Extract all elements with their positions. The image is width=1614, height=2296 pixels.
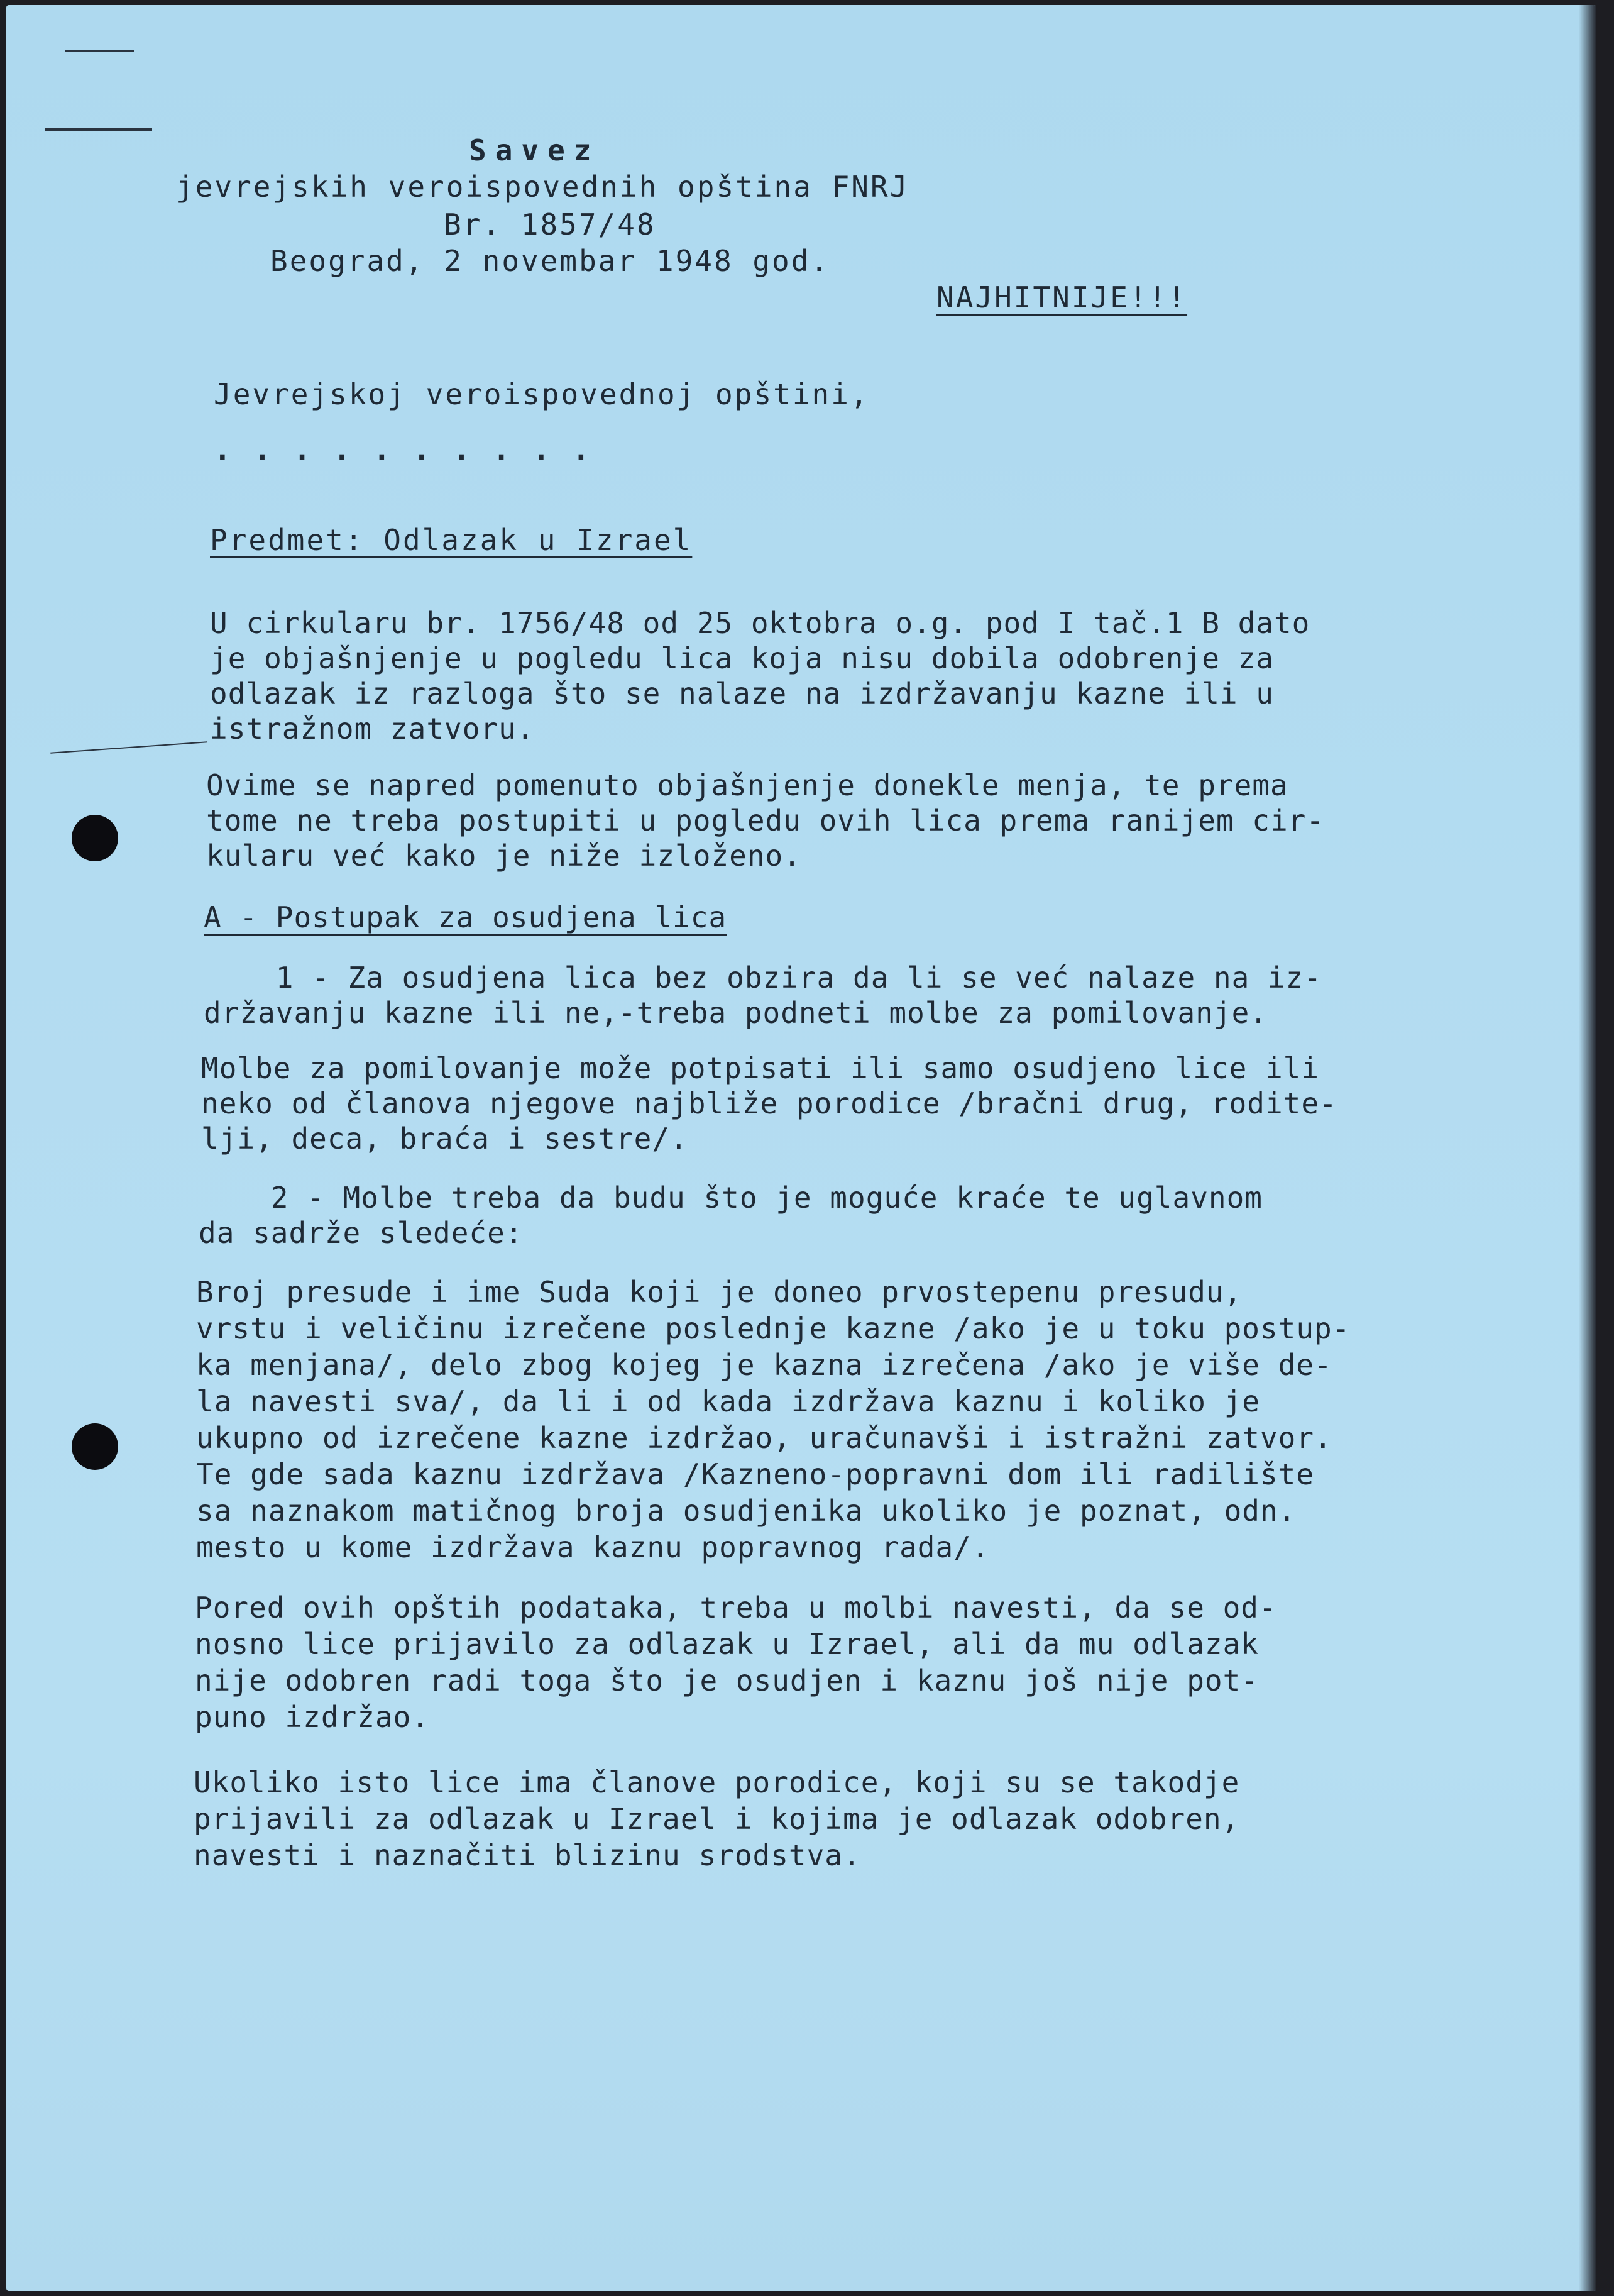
punch-hole-bottom bbox=[72, 1423, 118, 1470]
page-edge-shadow bbox=[1579, 5, 1596, 2291]
text-line: neko od članova njegove najbliže porodice /bračni drug, rodite- bbox=[201, 1086, 1337, 1120]
punch-hole-top bbox=[72, 815, 118, 861]
text-line: puno izdržao. bbox=[195, 1700, 430, 1734]
org-title-word: Savez bbox=[469, 133, 600, 167]
text-line: Ovime se napred pomenuto objašnjenje donekle menja, te prema bbox=[206, 768, 1288, 802]
text-line: nije odobren radi toga što je osudjen i kaznu još nije pot- bbox=[195, 1664, 1259, 1697]
text-line: sa naznakom matičnog broja osudjenika ukoliko je poznat, odn. bbox=[196, 1494, 1297, 1528]
text-line: mesto u kome izdržava kaznu popravnog rada/. bbox=[196, 1530, 990, 1564]
text-line: da sadrže sledeće: bbox=[199, 1216, 524, 1250]
document-page bbox=[6, 5, 1596, 2291]
text-line: Te gde sada kaznu izdržava /Kazneno-popravni dom ili radilište bbox=[196, 1457, 1315, 1491]
text-line: državanju kazne ili ne,-treba podneti molbe za pomilovanje. bbox=[204, 996, 1268, 1030]
text-line: nosno lice prijavilo za odlazak u Izrael, ali da mu odlazak bbox=[195, 1627, 1259, 1661]
ink-mark bbox=[65, 50, 134, 52]
text-line: lji, deca, braća i sestre/. bbox=[201, 1122, 688, 1156]
ink-mark bbox=[45, 128, 152, 131]
text-line: ukupno od izrečene kazne izdržao, uračunavši i istražni zatvor. bbox=[196, 1421, 1332, 1455]
place-date: Beograd, 2 novembar 1948 god. bbox=[270, 244, 830, 278]
text-line: 2 - Molbe treba da budu što je moguće kraće te uglavnom bbox=[199, 1181, 1263, 1215]
text-line: Molbe za pomilovanje može potpisati ili samo osudjeno lice ili bbox=[201, 1051, 1320, 1085]
text-line: Pored ovih opštih podataka, treba u molbi navesti, da se od- bbox=[195, 1591, 1277, 1625]
org-name: jevrejskih veroispovednih opština FNRJ bbox=[176, 170, 909, 204]
text-line: navesti i naznačiti blizinu srodstva. bbox=[194, 1838, 861, 1872]
text-line: ka menjana/, delo zbog kojeg je kazna izrečena /ako je više de- bbox=[196, 1348, 1332, 1382]
text-line: U cirkularu br. 1756/48 od 25 oktobra o.g. pod I tač.1 B dato bbox=[210, 606, 1310, 640]
text-line: vrstu i veličinu izrečene poslednje kazne /ako je u toku postup- bbox=[196, 1311, 1351, 1345]
text-line: prijavili za odlazak u Izrael i kojima je odlazak odobren, bbox=[194, 1802, 1240, 1836]
text-line: je objašnjenje u pogledu lica koja nisu dobila odobrenje za bbox=[210, 641, 1274, 675]
subject-line: Predmet: Odlazak u Izrael bbox=[210, 523, 693, 557]
text-line: istražnom zatvoru. bbox=[210, 712, 535, 746]
urgent-mark: NAJHITNIJE!!! bbox=[936, 280, 1188, 314]
ink-mark bbox=[50, 741, 207, 753]
addressee-placeholder: . . . . . . . . . . bbox=[214, 433, 593, 466]
addressee-line: Jevrejskoj veroispovednoj opštini, bbox=[214, 377, 870, 411]
text-line: odlazak iz razloga što se nalaze na izdržavanju kazne ili u bbox=[210, 676, 1274, 710]
text-line: la navesti sva/, da li i od kada izdržava kaznu i koliko je bbox=[196, 1384, 1260, 1418]
text-line: tome ne treba postupiti u pogledu ovih lica prema ranijem cir- bbox=[206, 803, 1325, 837]
document-number: Br. 1857/48 bbox=[444, 207, 656, 241]
text-line: 1 - Za osudjena lica bez obzira da li se već nalaze na iz- bbox=[204, 961, 1322, 995]
text-line: kularu već kako je niže izloženo. bbox=[206, 839, 801, 873]
section-a-title: A - Postupak za osudjena lica bbox=[204, 900, 727, 934]
text-line: Broj presude i ime Suda koji je doneo prvostepenu presudu, bbox=[196, 1275, 1243, 1309]
text-line: Ukoliko isto lice ima članove porodice, koji su se takodje bbox=[194, 1765, 1240, 1799]
